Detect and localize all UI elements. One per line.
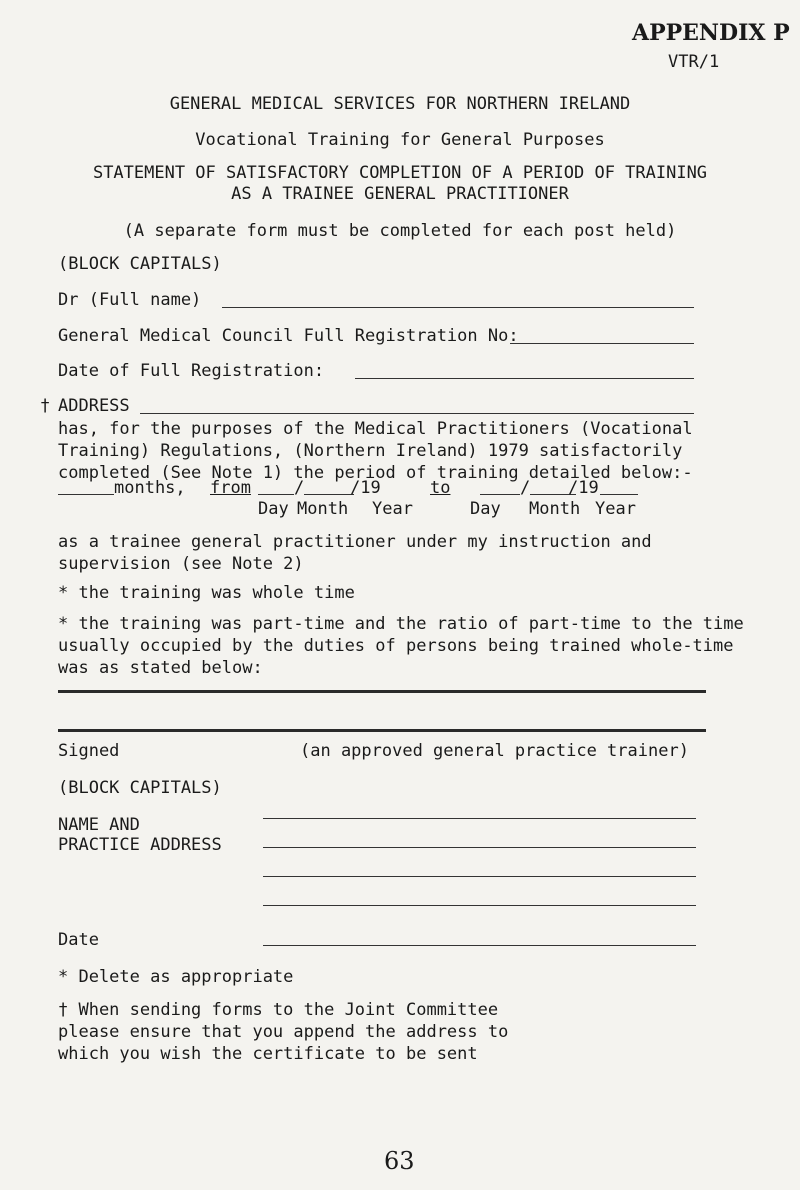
to-year-field[interactable] <box>600 494 638 495</box>
signed-label: Signed <box>58 741 120 761</box>
months-label: months, <box>114 478 186 498</box>
option-whole-time: * the training was whole time <box>58 583 355 603</box>
separate-form-note: (A separate form must be completed for each post held) <box>123 221 677 241</box>
option-part-time: * the training was part-time and the ratio of part-time to the time usually occupied by the duties of persons being trained whole-time was as stated below: <box>58 614 744 678</box>
practice-address-field-4[interactable] <box>263 905 696 906</box>
title-statement: STATEMENT OF SATISFACTORY COMPLETION OF A PERIOD OF TRAINING <box>92 163 708 183</box>
name-and-label: NAME AND <box>58 815 140 835</box>
from-label: from <box>210 478 251 498</box>
block-capitals-note: (BLOCK CAPITALS) <box>58 254 222 274</box>
supervision-paragraph: as a trainee general practitioner under my instruction and supervision (see Note 2) <box>58 532 652 574</box>
statement-paragraph: has, for the purposes of the Medical Practitioners (Vocational Training) Regulations, (Northern Ireland) 1979 satisfactorily completed (See Note 1) the period of training detailed below:- <box>58 419 693 483</box>
practice-address-field-3[interactable] <box>263 876 696 877</box>
address-field[interactable] <box>140 413 694 414</box>
to-day-caption: Day <box>470 499 501 519</box>
practice-address-label: PRACTICE ADDRESS <box>58 835 222 855</box>
from-day-field[interactable] <box>258 494 294 495</box>
dagger-icon: † <box>40 396 51 416</box>
practice-address-field-2[interactable] <box>263 847 696 848</box>
appendix-label: APPENDIX P <box>632 20 790 46</box>
registration-date-label: Date of Full Registration: <box>58 361 325 381</box>
ratio-field-line-2[interactable] <box>58 729 706 732</box>
from-slash: / <box>294 478 305 498</box>
title-statement-2: AS A TRAINEE GENERAL PRACTITIONER <box>231 184 569 204</box>
date-field[interactable] <box>263 945 696 946</box>
sending-note: † When sending forms to the Joint Committee please ensure that you append the address to which you wish the certificate to be sent <box>58 1000 509 1064</box>
to-year-prefix: /19 <box>568 478 599 498</box>
months-field[interactable] <box>58 494 114 495</box>
gmc-number-label: General Medical Council Full Registration No: <box>58 326 519 346</box>
title-main: GENERAL MEDICAL SERVICES FOR NORTHERN IRELAND <box>169 94 631 114</box>
practice-address-field-1[interactable] <box>263 818 696 819</box>
to-slash: / <box>520 478 531 498</box>
ratio-field-line-1[interactable] <box>58 690 706 693</box>
full-name-field[interactable] <box>222 307 694 308</box>
from-year-caption: Year <box>372 499 413 519</box>
to-day-field[interactable] <box>480 494 520 495</box>
to-month-caption: Month <box>529 499 581 519</box>
form-reference: VTR/1 <box>668 52 720 72</box>
address-label: ADDRESS <box>58 396 130 416</box>
from-month-caption: Month <box>297 499 349 519</box>
to-year-caption: Year <box>595 499 636 519</box>
from-day-caption: Day <box>258 499 289 519</box>
approved-trainer-note: (an approved general practice trainer) <box>300 741 689 761</box>
trainer-block-capitals: (BLOCK CAPITALS) <box>58 778 222 798</box>
to-label: to <box>430 478 451 498</box>
title-sub: Vocational Training for General Purposes <box>195 130 605 150</box>
from-month-field[interactable] <box>304 494 354 495</box>
from-year-prefix: /19 <box>350 478 381 498</box>
delete-note: * Delete as appropriate <box>58 967 294 987</box>
date-label: Date <box>58 930 99 950</box>
full-name-label: Dr (Full name) <box>58 290 202 310</box>
gmc-number-field[interactable] <box>510 343 694 344</box>
page-number: 63 <box>384 1147 415 1175</box>
registration-date-field[interactable] <box>355 378 694 379</box>
